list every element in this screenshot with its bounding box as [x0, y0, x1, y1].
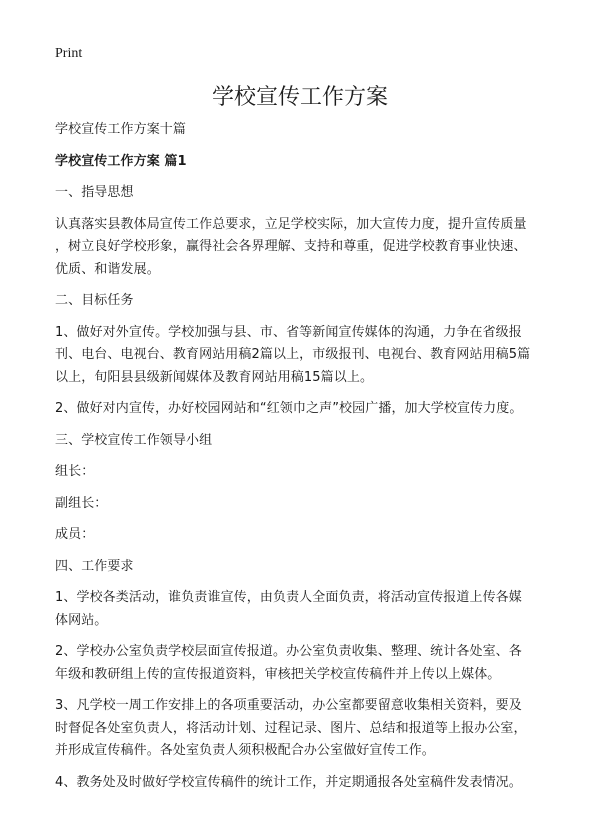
- paragraph: [55, 556, 550, 579]
- paragraph-line: 组长：: [55, 464, 95, 479]
- paragraph-line: 1、学校各类活动，谁负责谁宣传，由负责人全面负责，将活动宣传报道上传各媒: [55, 590, 522, 605]
- paragraph-line: 二、目标任务: [55, 293, 134, 308]
- print-link[interactable]: Print: [55, 46, 83, 61]
- paragraph-line: 优质、和谐发展。: [55, 261, 160, 277]
- paragraph: [55, 119, 550, 142]
- paragraph: [55, 398, 550, 421]
- paragraph: [55, 214, 550, 282]
- paragraph: [55, 493, 550, 516]
- paragraph-line: 3、凡学校一周工作安排上的各项重要活动，办公室都要留意收集相关资料，要及: [55, 698, 522, 713]
- paragraph-line: 学校宣传工作方案十篇: [55, 122, 187, 137]
- paragraph: [55, 587, 550, 632]
- paragraph: [55, 430, 550, 453]
- paragraph-line: 时督促各处室负责人，将活动计划、过程记录、图片、总结和报道等上报办公室，: [55, 720, 527, 736]
- paragraph-line: 一、指导思想: [55, 185, 134, 200]
- document-body: [55, 119, 550, 803]
- section-heading: [55, 151, 550, 174]
- paragraph-line: 学校宣传工作方案 篇1: [55, 153, 187, 169]
- paragraph: [55, 461, 550, 484]
- paragraph-line: 年级和教研组上传的宣传报道资料，审核把关学校宣传稿件并上传以上媒体。: [55, 666, 501, 682]
- paragraph-line: 刊、电台、电视台、教育网站用稿2篇以上，市级报刊、电视台、教育网站用稿5篇: [55, 347, 531, 362]
- paragraph-line: 三、学校宣传工作领导小组: [55, 432, 213, 448]
- paragraph: [55, 322, 550, 390]
- paragraph-line: 2、学校办公室负责学校层面宣传报道。办公室负责收集、整理、统计各处室、各: [55, 644, 522, 659]
- paragraph: [55, 290, 550, 313]
- paragraph-line: 并形成宣传稿件。各处室负责人须积极配合办公室做好宣传工作。: [55, 743, 435, 758]
- paragraph: [55, 772, 550, 795]
- paragraph-line: 四、工作要求: [55, 558, 134, 574]
- paragraph-line: 成员：: [55, 527, 95, 542]
- paragraph-line: 副组长：: [55, 495, 108, 511]
- paragraph-line: ，树立良好学校形象，赢得社会各界理解、支持和尊重，促进学校教育事业快速、: [55, 239, 527, 254]
- paragraph: [55, 182, 550, 205]
- paragraph-line: 体网站。: [55, 612, 108, 628]
- paragraph-line: 1、做好对外宣传。学校加强与县、市、省等新闻宣传媒体的沟通，力争在省级报: [55, 324, 522, 340]
- paragraph-line: 2、做好对内宣传，办好校园网站和“红领巾之声”校园广播，加大学校宣传力度。: [55, 401, 523, 416]
- paragraph: [55, 641, 550, 686]
- paragraph-line: 以上，旬阳县县级新闻媒体及教育网站用稿15篇以上。: [55, 369, 374, 385]
- paragraph-line: 4、教务处及时做好学校宣传稿件的统计工作，并定期通报各处室稿件发表情况。: [55, 774, 522, 790]
- paragraph-line: 认真落实县教体局宣传工作总要求，立足学校实际，加大宣传力度，提升宣传质量: [55, 216, 527, 232]
- paragraph: [55, 695, 550, 763]
- paragraph: [55, 524, 550, 547]
- document-title: 学校宣传工作方案: [211, 85, 388, 110]
